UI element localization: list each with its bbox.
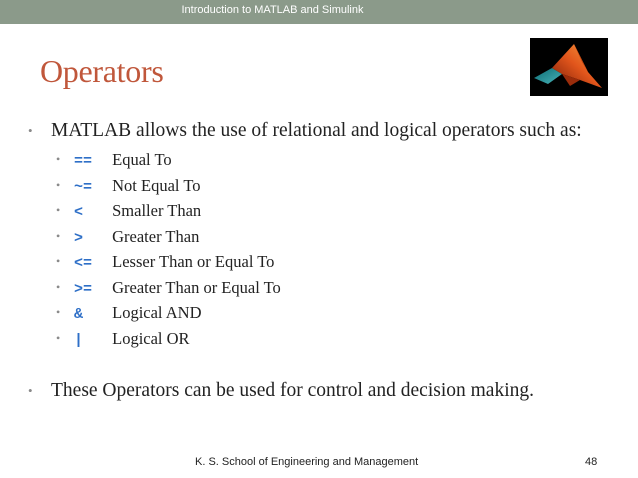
operator-symbol: | (74, 331, 84, 349)
slide-body (28, 118, 608, 403)
operator-symbol: >= (74, 280, 93, 298)
header-title: Introduction to MATLAB and Simulink (181, 4, 364, 16)
operator-label: Greater Than (112, 226, 200, 246)
operator-symbol: == (74, 153, 93, 170)
list-item (28, 300, 608, 326)
bullet-dot-icon: • (56, 330, 61, 345)
bullet-dot-icon: • (56, 228, 61, 243)
matlab-membrane-logo-icon (530, 38, 608, 96)
header-bar (0, 0, 638, 24)
operator-label: Equal To (112, 150, 172, 169)
operator-label: Lesser Than or Equal To (112, 252, 275, 271)
operator-symbol: < (74, 204, 84, 221)
operator-symbol: <= (74, 255, 93, 272)
list-item (28, 198, 608, 224)
bullet-dot-icon: • (56, 279, 61, 294)
operator-label: Not Equal To (112, 175, 201, 195)
operator-symbol: & (74, 306, 84, 323)
operator-label: Logical OR (112, 328, 190, 348)
list-item (28, 224, 608, 250)
list-item (28, 249, 608, 275)
bullet-dot-icon: • (56, 203, 61, 217)
bullet-dot-icon: • (56, 305, 61, 319)
operator-symbol: ~= (74, 178, 93, 196)
bullet-dot-icon: • (56, 254, 61, 268)
bullet-intro (28, 118, 608, 143)
list-item (28, 275, 608, 301)
slide-title: Operators (40, 53, 164, 89)
page-number: 48 (585, 456, 598, 468)
intro-text: MATLAB allows the use of relational and logical operators such as: (51, 120, 582, 141)
operator-label: Greater Than or Equal To (112, 277, 281, 297)
bullet-dot-icon: • (56, 152, 61, 166)
bullet-dot-icon: • (28, 123, 33, 138)
list-item (28, 326, 608, 352)
bullet-closing (28, 378, 608, 403)
closing-text: These Operators can be used for control and decision making. (51, 380, 535, 401)
footer-institution: K. S. School of Engineering and Management (195, 456, 419, 468)
operator-label: Smaller Than (112, 201, 202, 220)
bullet-dot-icon: • (28, 383, 33, 398)
matlab-logo (530, 38, 608, 96)
list-item (28, 173, 608, 199)
operator-symbol: > (74, 229, 84, 247)
list-item (28, 147, 608, 173)
operator-label: Logical AND (112, 303, 202, 322)
bullet-dot-icon: • (56, 177, 61, 192)
operator-list (28, 147, 608, 351)
